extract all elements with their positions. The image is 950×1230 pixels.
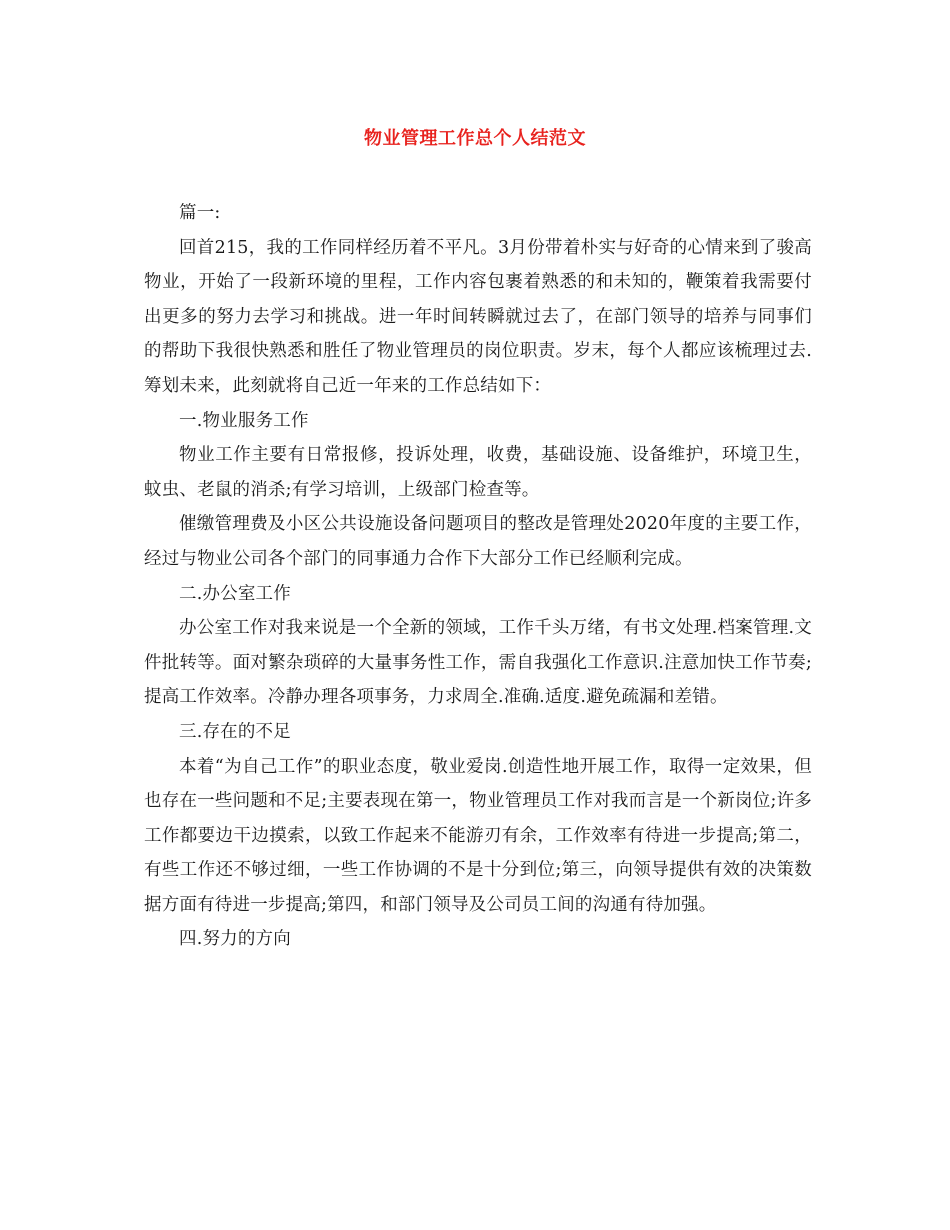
heading-direction: 四.努力的方向 (179, 929, 291, 950)
paragraph-property-service: 物业工作主要有日常报修，投诉处理，收费，基础设施、设备维护，环境卫生，蚊虫、老鼠的消杀;有学习培训，上级部门检查等。 (144, 445, 812, 500)
heading-office-work: 二.办公室工作 (179, 583, 291, 604)
paragraph-part-one: 篇一: (179, 203, 221, 223)
heading-property-service: 一.物业服务工作 (179, 410, 309, 431)
paragraph-intro: 回首215，我的工作同样经历着不平凡。3月份带着朴实与好奇的心情来到了骏高物业，开始了一段新环境的里程，工作内容包裹着熟悉的和未知的，鞭策着我需要付出更多的努力去学习和挑战。进一年时间转瞬就过去了，在部门领导的培养与同事们的帮助下我很快熟悉和胜任了物业管理员的岗位职责。岁末，每个人都应该梳理过去.筹划未来，此刻就将自己近一年来的工作总结如下： (144, 237, 812, 396)
paragraph-office-work: 办公室工作对我来说是一个全新的领域，工作千头万绪，有书文处理.档案管理.文件批转等。面对繁杂琐碎的大量事务性工作，需自我强化工作意识.注意加快工作节奏;提高工作效率。冷静办理各项事务，力求周全.准确.适度.避免疏漏和差错。 (144, 618, 812, 708)
paragraph-shortcomings: 本着“为自己工作”的职业态度，敬业爱岗.创造性地开展工作，取得一定效果，但也存在一些问题和不足;主要表现在第一，物业管理员工作对我而言是一个新岗位;许多工作都要边干边摸索，以致工作起来不能游刃有余，工作效率有待进一步提高;第二，有些工作还不够过细，一些工作协调的不是十分到位;第三，向领导提供有效的决策数据方面有待进一步提高;第四，和部门领导及公司员工间的沟通有待加强。 (144, 756, 812, 915)
heading-shortcomings: 三.存在的不足 (179, 721, 291, 742)
paragraph-fee-collection: 催缴管理费及小区公共设施设备问题项目的整改是管理处2020年度的主要工作，经过与物业公司各个部门的同事通力合作下大部分工作已经顺利完成。 (144, 514, 812, 569)
document-body (144, 196, 812, 957)
document-title: 物业管理工作总个人结范文 (364, 128, 586, 149)
